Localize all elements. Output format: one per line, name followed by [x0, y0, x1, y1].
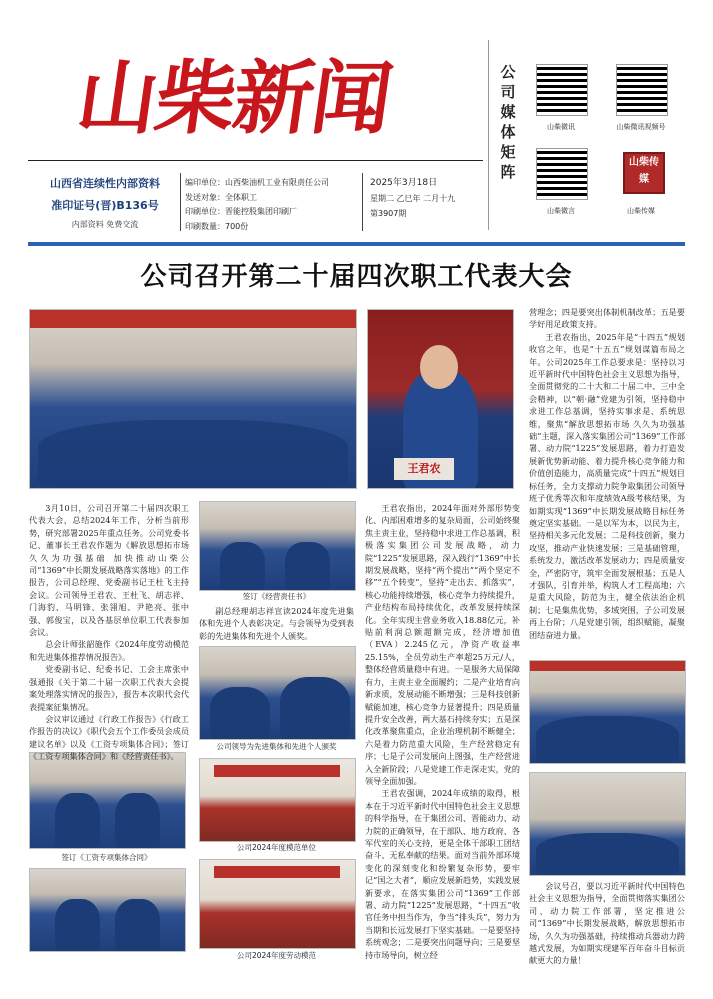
- paragraph: 党委副书记、纪委书记、工会主席张中强通报《关于第二十届一次职工代表大会提案处理落实情况的报告》，报告本次职代会代表提案征集情况。: [29, 664, 189, 712]
- qr-code-icon[interactable]: [616, 64, 668, 116]
- meeting-audience-photo: [529, 660, 686, 764]
- license-line-3: 内部资料 免费交流: [71, 220, 139, 229]
- speaker-photo: [367, 309, 514, 489]
- meeting-hall-photo: [529, 772, 686, 876]
- media-divider: [488, 40, 489, 230]
- publication-license: [30, 175, 180, 230]
- union-contract-photo: [29, 752, 186, 849]
- publisher-info: [185, 176, 350, 234]
- qr-code-icon[interactable]: [536, 64, 588, 116]
- article-column-4: [529, 306, 685, 658]
- paragraph: 总会计师张韶施作《2024年度劳动模范和先进集体推荐情况报告》。: [29, 639, 189, 662]
- license-line-1: 山西省连续性内部资料: [50, 177, 160, 190]
- article-column-3: [365, 502, 520, 990]
- paragraph: 副总经理胡志祥宣读2024年度先进集体和先进个人表彰决定。与会领导为受到表彰的先进集体和先进个人颁奖。: [199, 606, 354, 641]
- photo-caption: 公司2024年度劳动模范: [236, 951, 317, 960]
- labor-model-photo: [199, 859, 356, 949]
- award-ceremony-photo: [199, 646, 356, 740]
- media-label: 山柴微讯视频号: [616, 123, 666, 131]
- photo-caption: 签订《经营责任书》: [242, 592, 311, 601]
- header-rule: [28, 242, 685, 246]
- publisher-line: 印刷单位：晋能控股集团印刷厂: [185, 207, 297, 216]
- issue-date-info: [370, 176, 480, 221]
- issue-lunar-date: 星期二 乙巳年 二月十九: [370, 194, 456, 203]
- info-divider: [180, 173, 181, 231]
- paragraph: 3月10日，公司召开第二十届四次职工代表大会，总结2024年工作，分析当前形势，研究部署2025年重点任务。公司党委书记、董事长王君农作题为《解放思想拓市场 久久为功强基础 加快推动山柴公司“1369”中长期发展战略落实落地》的工作报告，公司总经理、党委副书记王杜飞主持会议。公司领导王君农、王杜飞、胡志祥、门海豹、马明锋、张翎旭、尹艳亮、张中强、郭俊宝，以及各基层单位职工代表参加会议。: [29, 503, 189, 638]
- qr-code-icon[interactable]: [536, 148, 588, 200]
- article-headline: 公司召开第二十届四次职工代表大会: [140, 262, 573, 292]
- paragraph: 王君农强调，2024年成绩的取得，根本在于习近平新时代中国特色社会主义思想的科学指导，在于集团公司、晋能动力、动力院的正确领导，在于部队、地方政府、各军代室的关心支持，更是全体干部职工团结奋斗、无私奉献的结果。面对当前外部环境变化的深刻变化和纷繁复杂形势，要牢记“国之大者”，顺应发展新趋势，实践发展新要求，在落实集团公司“1369”工作部署、动力院“1225”发展思路，“十四五”收官任务中担当作为，争当“排头兵”，努力为当期和长远发展打下坚实基础。一是要坚持系统观念；二是要突出问题导向；三是要坚持市场导向，树立经: [365, 788, 520, 960]
- media-logo-icon[interactable]: 山柴传媒: [623, 152, 665, 194]
- paragraph: 会议号召，要以习近平新时代中国特色社会主义思想为指导，全面贯彻落实集团公司、动力院工作部署，坚定推进公司“1369”中长期发展战略，解放思想拓市场，久久为功强基础，持续推动兵器动力跨越式发展，为如期实现建军百年奋斗目标贡献更大的力量！: [529, 881, 685, 966]
- contract-signing-photo: [199, 501, 356, 591]
- photo-caption: 公司2024年度模范单位: [236, 843, 317, 852]
- media-label: 山柴微讯: [547, 123, 575, 131]
- paragraph: 王君农指出，2025年是“十四五”规划收官之年，也是“十五五”规划谋篇布局之年。公司2025年工作总要求是：坚持以习近平新时代中国特色社会主义思想为指导，全面贯彻党的二十大和二十届二中、三中全会精神，以“朝·融”党建为引领，坚持稳中求进工作总基调，坚持实事求是、系统思维，聚焦“解放思想拓市场 久久为功强基础”主题，深入落实集团公司“1369”工作部署、动力院“1225”发展思路，着力打造发展新优势新动能、着力提升核心竞争能力和价值创造能力，高质量完成“十四五”规划目标任务，全力支撑动力院争取集团公司领导班子优秀等次和年度绩效A级考核结果，为如期实现“1369”中长期发展战略目标任务奠定坚实基础。一是以军为本，以民为主，坚持相关多元化发展；二是科技创新，聚力攻坚，推动产业快速发展；三是基础管理，系统发力，激活改革发展动力；四是质量安全，严密防守，筑牢全面发展根基；五是人才强队，引育并举，构筑人才工程高地；六是重大风险，防范为主，健全依法治企机制；七是集焦优势，多域突围，子公司发展再上台阶；八是党建引领，组织赋能，凝聚团结奋进力量。: [529, 331, 685, 640]
- info-divider: [362, 173, 363, 231]
- paragraph: 会议审议通过《行政工作报告》《行政工作报告的决议》《职代会五个工作委员会成员建议名单》以及《工资专项集体合同》；签订《工资专项集体合同》和《经营责任书》。: [29, 713, 189, 762]
- article-column-1: [29, 502, 189, 763]
- publisher-line: 编印单位：山西柴油机工业有限责任公司: [185, 178, 329, 187]
- license-line-2: 准印证号(晋)B136号: [51, 199, 159, 212]
- article-column-4-end: [529, 880, 685, 992]
- photo-caption: 公司领导为先进集体和先进个人颁奖: [216, 742, 337, 751]
- paragraph: 营理念；四是要突出体制机制改革；五是要学好用足政策支持。: [529, 307, 685, 330]
- issue-date: 2025年3月18日: [370, 178, 438, 188]
- union-signing-photo-2: [29, 868, 186, 952]
- article-column-2: [199, 605, 354, 642]
- media-label: 山柴传媒: [627, 207, 655, 215]
- newspaper-logo: 山柴新闻: [71, 51, 397, 145]
- publisher-line: 发送对象：全体职工: [185, 192, 257, 202]
- conference-hall-photo: [29, 309, 357, 489]
- issue-number: 第3907期: [370, 209, 407, 218]
- media-matrix-title: 公司媒体矩阵: [500, 63, 516, 181]
- speaker-name-plate: 王君农: [394, 458, 454, 480]
- photo-caption: 签订《工资专项集体合同》: [61, 853, 152, 862]
- media-label: 山柴微言: [547, 207, 575, 215]
- model-unit-photo: [199, 758, 356, 842]
- masthead-divider: [28, 160, 483, 161]
- paragraph: 王君农指出，2024年面对外部形势变化、内部困难增多的复杂局面，公司始终聚焦主责主业，坚持稳中求进工作总基调，积极落实集团公司发展战略，动力院“1225”发展思路，深入践行“1369”中长期发展战略，坚持“两个提出”“两个坚定不移”“五个转变”，坚持“走出去、抓落实”，核心功能持续增强，核心竞争力持续提升，产业结构布局持续优化，改革发展持续深化。全年实现主营业务收入18.88亿元，补贴前利润总额超额完成，经济增加值（EVA）2.245亿元，净资产收益率25.15%，全员劳动生产率超25万元/人，整体经营质量稳中有进。一是服务大局保障有力，主责主业全面履约；二是产业培育向新求质，发展动能不断增强；三是科技创新赋能加速，核心竞争力显著提升；四是质量提升安全改善，两大基石持续夯实；五是深化改革聚焦重点，企业治理机制不断健全；六是着力防范重大风险，生产经营稳定有序；七是子公司发展向上图强，生产经营进入全新阶段；八是党建工作走深走实，党的领导全面加强。: [365, 503, 520, 786]
- publisher-line: 印刷数量：700份: [185, 221, 249, 231]
